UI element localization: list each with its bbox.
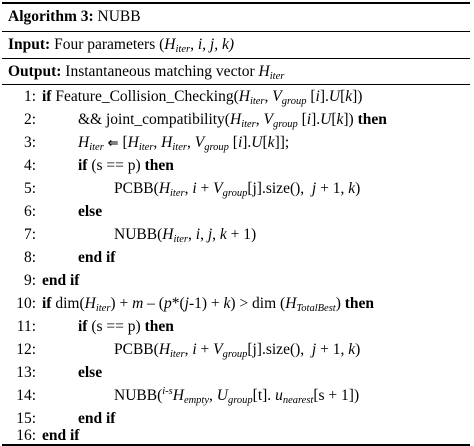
line-content: $PCBB(H_{iter}$, $i + V_{group}[j].size()$, j + 1, k) bbox=[114, 341, 361, 360]
line-number: 11: bbox=[16, 318, 36, 335]
line-number: 4: bbox=[23, 157, 36, 174]
line-number: 5: bbox=[23, 180, 36, 197]
line-number: 12: bbox=[16, 341, 36, 358]
line-11 bbox=[2, 319, 470, 335]
line-9 bbox=[2, 273, 470, 289]
line-number: 1: bbox=[23, 88, 36, 105]
output-row bbox=[8, 64, 470, 80]
line-3 bbox=[2, 135, 470, 151]
input-row bbox=[8, 37, 470, 53]
line-number: 7: bbox=[23, 226, 36, 243]
algorithm-label: Algorithm 3: bbox=[8, 8, 94, 25]
line-content: end if bbox=[42, 427, 80, 444]
algorithm-box bbox=[2, 2, 470, 444]
line-16 bbox=[2, 428, 470, 444]
line-13 bbox=[2, 365, 470, 381]
line-content: end if bbox=[78, 410, 116, 427]
output-label: Output: bbox=[8, 63, 62, 80]
line-content: $H_{iter}$ ⇐ [$H_{iter}$, $H_{iter}$, $V_{group}$ [i].U[k]]; bbox=[78, 134, 290, 153]
line-15 bbox=[2, 411, 470, 427]
line-content: else bbox=[78, 364, 103, 381]
line-10 bbox=[2, 296, 470, 312]
line-5 bbox=[2, 181, 470, 197]
line-number: 9: bbox=[23, 272, 36, 289]
line-content: else bbox=[78, 203, 103, 220]
line-content: if $dim(H_{iter}) + m - (p*(j-1) + k)$ > dim $(H_{TotalBest})$ then bbox=[42, 295, 375, 314]
left-arrow-icon: ⇐ bbox=[107, 136, 119, 151]
input-rule bbox=[2, 58, 470, 59]
line-1 bbox=[2, 89, 470, 105]
line-number: 15: bbox=[16, 410, 36, 427]
line-content: if (s == p) then bbox=[78, 157, 174, 174]
output-rule bbox=[2, 84, 470, 85]
top-rule bbox=[2, 2, 470, 4]
line-content: if $Feature\_Collision\_Checking(H_{iter}$, $V_{group}$ [i].U[k]) bbox=[42, 88, 363, 107]
input-label: Input: bbox=[8, 36, 51, 53]
line-12 bbox=[2, 342, 470, 358]
title-rule bbox=[2, 31, 470, 32]
line-content: && $joint\_compatibility(H_{iter}$, $V_{group}$ [i].U[k]) then bbox=[78, 111, 387, 130]
line-8 bbox=[2, 250, 470, 266]
line-number: 6: bbox=[23, 203, 36, 220]
line-2 bbox=[2, 112, 470, 128]
line-content: if (s == p) then bbox=[78, 318, 174, 335]
line-number: 13: bbox=[16, 364, 36, 381]
line-content: end if bbox=[42, 272, 80, 289]
line-7 bbox=[2, 227, 470, 243]
line-number: 10: bbox=[16, 295, 36, 312]
output-text: Instantaneous matching vector $H_{iter}$ bbox=[65, 63, 285, 82]
line-content: $PCBB(H_{iter}$, $i + V_{group}[j].size()$, j + 1, k) bbox=[114, 180, 361, 199]
line-number: 8: bbox=[23, 249, 36, 266]
algorithm-title bbox=[8, 9, 470, 25]
line-content: end if bbox=[78, 249, 116, 266]
line-content: $NUBB(^{i-s}H_{empty}$, $U_{group}[t]$. $u_{nearest}[s + 1]$) bbox=[114, 386, 360, 406]
line-number: 2: bbox=[23, 111, 36, 128]
line-4 bbox=[2, 158, 470, 174]
line-14 bbox=[2, 388, 470, 404]
line-content: $NUBB(H_{iter}$, i, j, k + 1) bbox=[114, 226, 257, 245]
algorithm-name: NUBB bbox=[97, 8, 141, 25]
input-text: Four parameters ($H_{iter}$, i, j, k) bbox=[54, 36, 234, 55]
line-number: 16: bbox=[16, 427, 36, 444]
line-number: 3: bbox=[23, 134, 36, 151]
line-number: 14: bbox=[16, 387, 36, 404]
line-6 bbox=[2, 204, 470, 220]
